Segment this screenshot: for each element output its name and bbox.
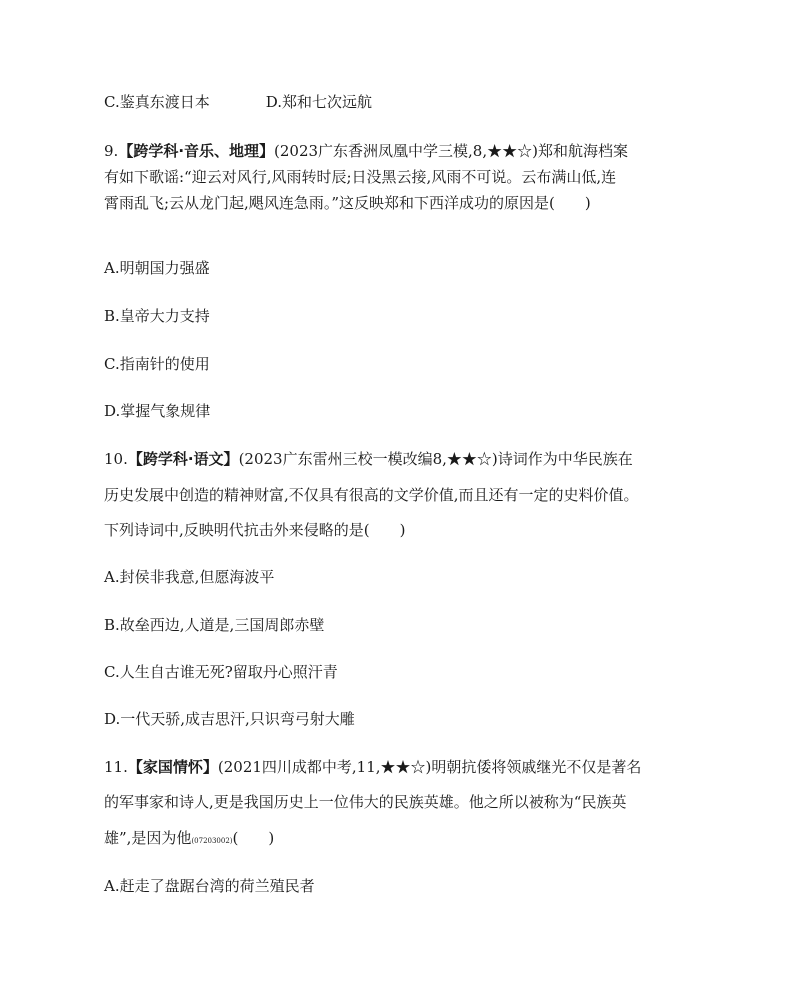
q9-tag: 【跨学科·音乐、地理】 xyxy=(118,142,275,160)
q11-tag: 【家国情怀】 xyxy=(127,758,218,776)
q11-answer-blank: ( ) xyxy=(232,829,275,847)
q9-option-a: A.明朝国力强盛 xyxy=(104,259,210,277)
q10-number: 10. xyxy=(104,450,128,468)
q11-question-code: (07203002) xyxy=(191,837,233,845)
q10-option-d: D.一代天骄,成吉思汗,只识弯弓射大雕 xyxy=(104,710,355,728)
q11-option-a: A.赶走了盘踞台湾的荷兰殖民者 xyxy=(104,877,315,895)
q9-number: 9. xyxy=(104,142,119,160)
q11-stem-line2: 的军事家和诗人,更是我国历史上一位伟大的民族英雄。他之所以被称为“民族英 xyxy=(104,793,627,811)
q9-stem-line3: 霄雨乱飞;云从龙门起,飓风连急雨。”这反映郑和下西洋成功的原因是( ) xyxy=(104,194,591,212)
q10-option-b: B.故垒西边,人道是,三国周郎赤壁 xyxy=(104,616,325,634)
q9-option-b: B.皇帝大力支持 xyxy=(104,307,210,325)
q8-option-d: D.郑和七次远航 xyxy=(265,93,372,111)
q11-line3-text: 雄”,是因为他 xyxy=(104,829,192,847)
q10-option-a: A.封侯非我意,但愿海波平 xyxy=(104,568,275,586)
q10-source: (2023广东雷州三校一模改编8,★★☆)诗词作为中华民族在 xyxy=(238,450,633,468)
q10-stem-line3: 下列诗词中,反映明代抗击外来侵略的是( ) xyxy=(104,521,406,539)
q10-tag: 【跨学科·语文】 xyxy=(127,450,239,468)
q10-stem-line1 xyxy=(104,449,633,469)
q9-stem-line1 xyxy=(104,141,628,161)
q11-number: 11. xyxy=(104,758,128,776)
q8-options-row xyxy=(104,92,372,112)
q9-option-c: C.指南针的使用 xyxy=(104,355,210,373)
q11-source: (2021四川成都中考,11,★★☆)明朝抗倭将领戚继光不仅是著名 xyxy=(217,758,642,776)
q9-source: (2023广东香洲凤凰中学三模,8,★★☆)郑和航海档案 xyxy=(274,142,628,160)
q10-option-c: C.人生自古谁无死?留取丹心照汗青 xyxy=(104,663,338,681)
q9-stem-line2: 有如下歌谣:“迎云对风行,风雨转时辰;日没黑云接,风雨不可说。云布满山低,连 xyxy=(104,168,617,186)
q10-stem-line2: 历史发展中创造的精神财富,不仅具有很高的文学价值,而且还有一定的史料价值。 xyxy=(104,486,639,504)
q9-option-d: D.掌握气象规律 xyxy=(104,402,211,420)
q11-stem-line3 xyxy=(104,828,274,851)
q8-option-c: C.鉴真东渡日本 xyxy=(104,93,210,111)
q11-stem-line1 xyxy=(104,757,641,777)
